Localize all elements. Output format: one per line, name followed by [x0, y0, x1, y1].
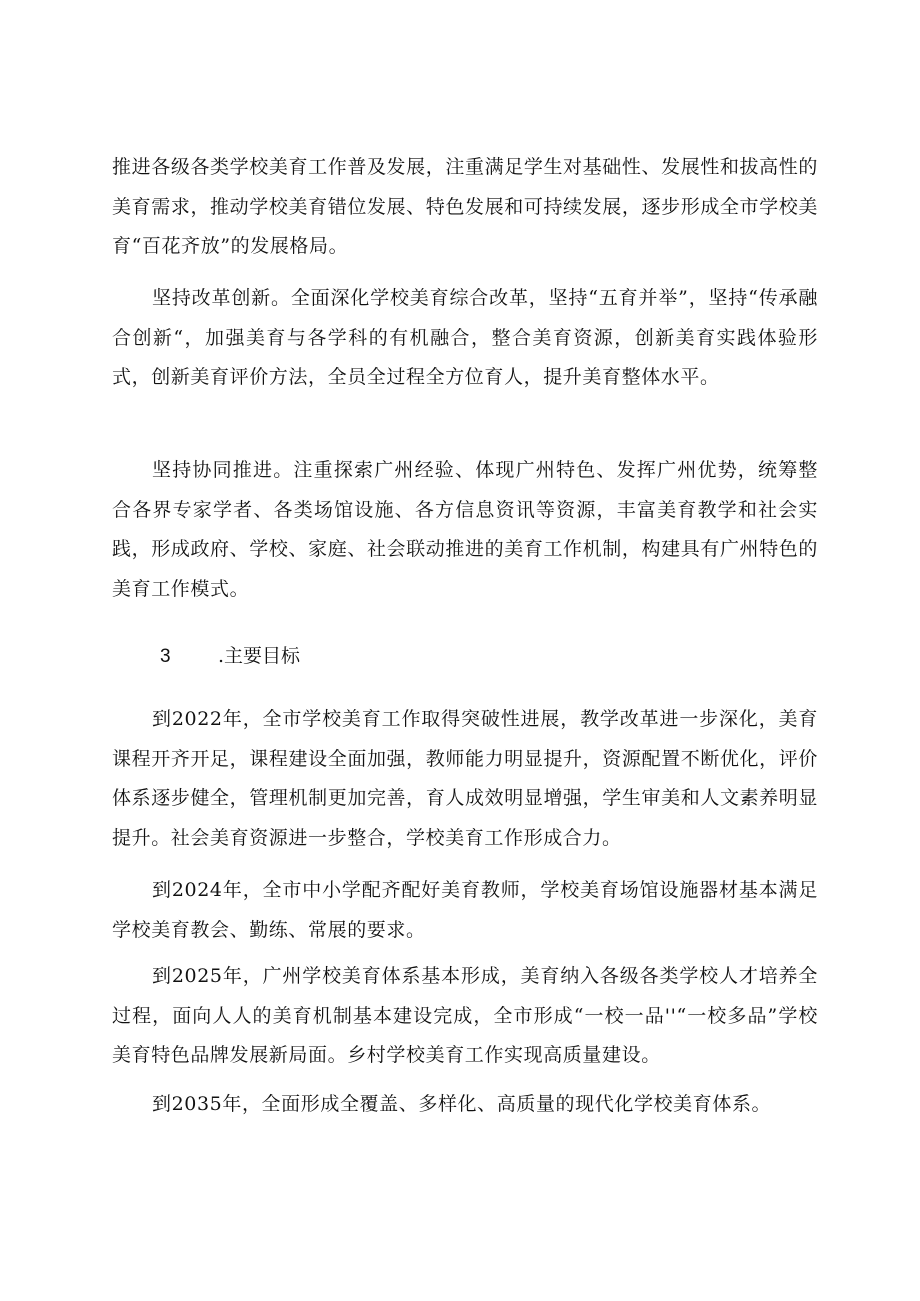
paragraph-goal-2025: 到2025年，广州学校美育体系基本形成，美育纳入各级各类学校人才培养全过程，面向人人的美育机制基本建设完成，全市形成“一校一品''“一校多品”学校美育特色品牌发展新局面。乡村学校美育工作实现高质量建设。 [112, 965, 818, 1066]
section-title: .主要目标 [218, 645, 301, 667]
paragraph-coordinated-advance: 坚持协同推进。注重探索广州经验、体现广州特色、发挥广州优势，统筹整合各界专家学者、各类场馆设施、各方信息资讯等资源，丰富美育教学和社会实践，形成政府、学校、家庭、社会联动推进的美育工作机制，构建具有广州特色的美育工作模式。 [112, 459, 818, 600]
paragraph-goal-2024: 到2024年，全市中小学配齐配好美育教师，学校美育场馆设施器材基本满足学校美育教会、勤练、常展的要求。 [112, 879, 818, 941]
paragraph-development-pattern: 推进各级各类学校美育工作普及发展，注重满足学生对基础性、发展性和拔高性的美育需求，推动学校美育错位发展、特色发展和可持续发展，逐步形成全市学校美育“百花齐放”的发展格局。 [112, 156, 818, 257]
section-number: 3 [160, 646, 171, 667]
paragraph-goal-2022: 到2022年，全市学校美育工作取得突破性进展，教学改革进一步深化，美育课程开齐开足，课程建设全面加强，教师能力明显提升，资源配置不断优化，评价体系逐步健全，管理机制更加完善，育人成效明显增强，学生审美和人文素养明显提升。社会美育资源进一步整合，学校美育工作形成合力。 [112, 708, 818, 849]
section-heading [160, 640, 300, 673]
paragraph-reform-innovation: 坚持改革创新。全面深化学校美育综合改革，坚持“五育并举”，坚持“传承融合创新“，加强美育与各学科的有机融合，整合美育资源，创新美育实践体验形式，创新美育评价方法，全员全过程全方位育人，提升美育整体水平。 [112, 287, 818, 388]
paragraph-goal-2035: 到2035年，全面形成全覆盖、多样化、高质量的现代化学校美育体系。 [152, 1093, 772, 1115]
